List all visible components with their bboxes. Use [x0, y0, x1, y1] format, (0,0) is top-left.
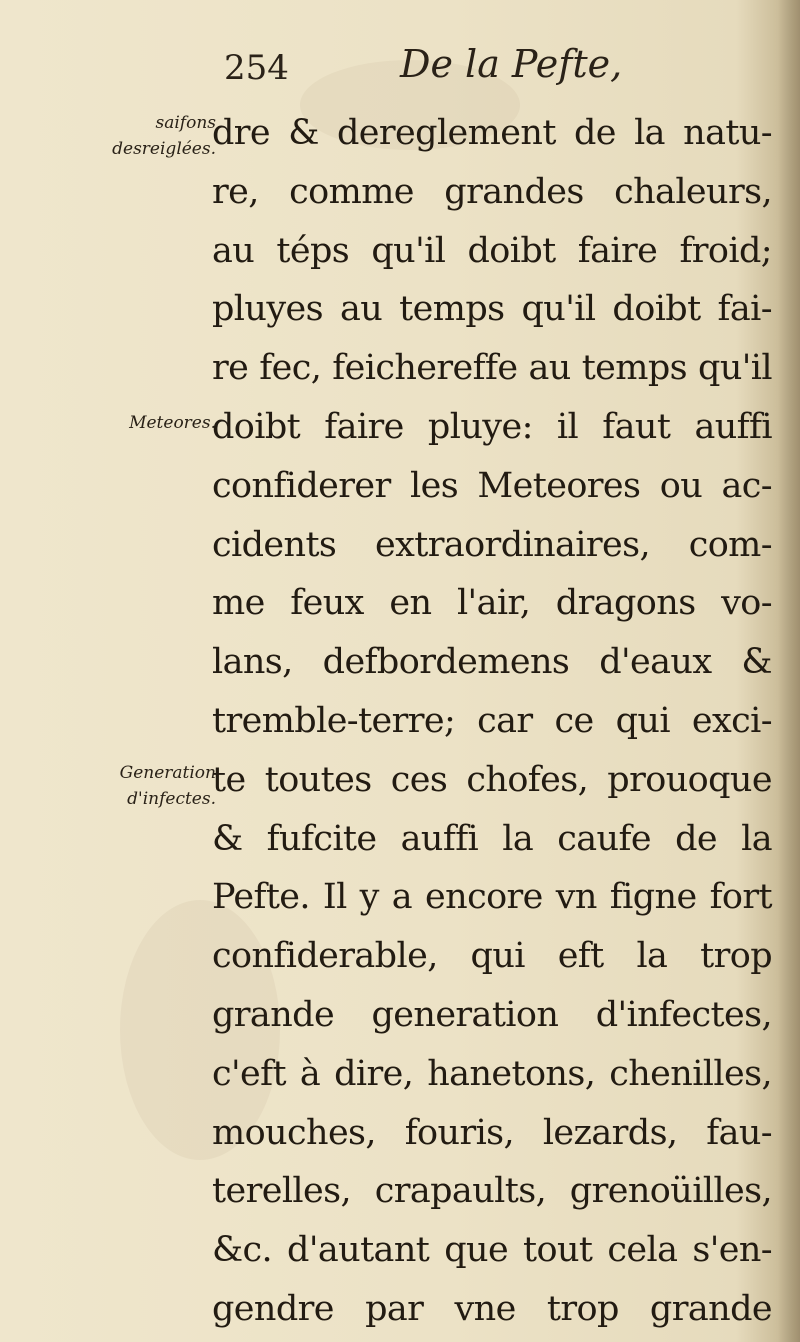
text-line: mouches, fouris, lezards, fau- — [212, 1112, 772, 1153]
body-text — [212, 104, 772, 1339]
text-line: cidents extraordinaires, com- — [212, 524, 772, 565]
text-line: lans, defbordemens d'eaux & — [212, 642, 772, 683]
text-line: doibt faire pluye: il faut auffi — [212, 406, 772, 447]
margin-note-line: d'infectes. — [127, 789, 216, 809]
page-edge-shadow — [778, 0, 800, 1342]
text-line: re fec, feichereffe au temps qu'il — [212, 348, 772, 389]
text-line: grande generation d'infectes, — [212, 994, 772, 1035]
margin-note-line: Generation — [119, 763, 216, 783]
text-line: pluyes au temps qu'il doibt fai- — [212, 289, 772, 330]
text-line: dre & dereglement de la natu- — [212, 113, 772, 153]
text-line: te toutes ces chofes, prouoque — [212, 759, 772, 800]
text-line: tremble-terre; car ce qui exci- — [212, 700, 772, 741]
margin-note-insects — [44, 760, 216, 812]
running-title: De la Pefte, — [400, 42, 623, 86]
margin-note-seasons — [44, 110, 216, 162]
text-line: c'eft à dire, hanetons, chenilles, — [212, 1053, 772, 1094]
margin-note-line: desreiglées. — [112, 139, 216, 159]
margin-note-meteors — [44, 410, 216, 436]
text-line: confiderable, qui eft la trop — [212, 936, 772, 977]
page-number: 254 — [224, 48, 289, 88]
margin-note-line: Meteores. — [129, 413, 216, 433]
text-line: terelles, crapaults, grenoüilles, — [212, 1171, 772, 1212]
text-line: gendre par vne trop grande — [212, 1288, 772, 1329]
text-line: Pefte. Il y a encore vn figne fort — [212, 877, 772, 918]
text-line: au téps qu'il doibt faire froid; — [212, 230, 772, 271]
page-header — [0, 40, 800, 100]
text-line: me feux en l'air, dragons vo- — [212, 583, 772, 624]
text-line: confiderer les Meteores ou ac- — [212, 465, 772, 506]
text-line: &c. d'autant que tout cela s'en- — [212, 1230, 772, 1271]
text-line: & fufcite auffi la caufe de la — [212, 818, 772, 859]
margin-note-line: saifons — [155, 113, 216, 133]
text-line: re, comme grandes chaleurs, — [212, 171, 772, 212]
